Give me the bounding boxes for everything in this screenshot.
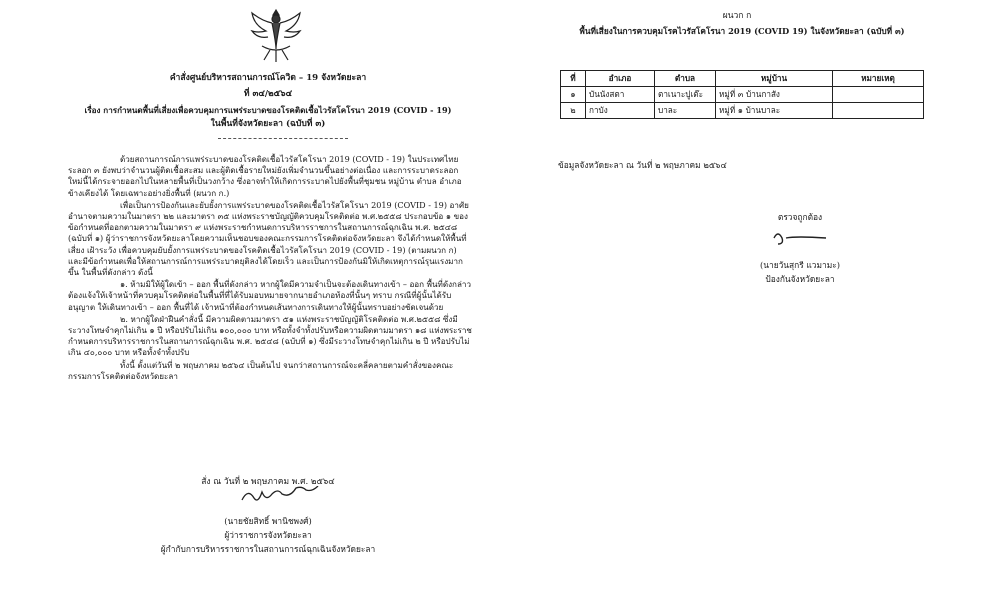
cell-village: หมู่ที่ ๓ บ้านกาสัง bbox=[716, 87, 833, 103]
table-row bbox=[561, 103, 924, 119]
verified-label: ตรวจถูกต้อง bbox=[777, 212, 823, 222]
signer-title-2: ผู้กำกับการบริหารราชการในสถานการณ์ฉุกเฉินจังหวัดยะลา bbox=[160, 544, 376, 554]
cell-remark bbox=[833, 103, 924, 119]
cell-remark bbox=[833, 87, 924, 103]
order-number: ที่ ๓๔/๒๕๖๔ bbox=[243, 89, 293, 99]
cell-no: ๑ bbox=[561, 87, 586, 103]
annex-title: พื้นที่เสี่ยงในการควบคุมโรคไวรัสโคโรนา 2019 (COVID 19) ในจังหวัดยะลา (ฉบับที่ ๓) bbox=[579, 26, 905, 36]
table-header-row bbox=[561, 71, 924, 87]
signed-date: สั่ง ณ วันที่ ๒ พฤษภาคม พ.ศ. ๒๕๖๔ bbox=[201, 477, 335, 487]
garuda-emblem-icon bbox=[248, 6, 304, 66]
verifier-name: (นายวันสุกรี แวมามะ) bbox=[760, 260, 840, 270]
signer-title-1: ผู้ว่าราชการจังหวัดยะลา bbox=[224, 530, 312, 540]
divider bbox=[218, 138, 348, 139]
cell-district: บันนังสตา bbox=[586, 87, 655, 103]
subject-line-1: เรื่อง การกำหนดพื้นที่เสี่ยงเพื่อควบคุมการแพร่ระบาดของโรคติดเชื้อไวรัสโคโรนา 2019 (COVID - 19) bbox=[84, 105, 452, 115]
risk-area-table bbox=[560, 70, 924, 119]
paragraph: ทั้งนี้ ตั้งแต่วันที่ ๒ พฤษภาคม ๒๕๖๔ เป็นต้นไป จนกว่าสถานการณ์จะคลี่คลายตามคำสั่งของคณะกรรมการโรคติดต่อจังหวัดยะลา bbox=[68, 359, 454, 381]
table-row bbox=[561, 87, 924, 103]
subject-line-2: ในพื้นที่จังหวัดยะลา (ฉบับที่ ๓) bbox=[210, 119, 326, 129]
col-village: หมู่บ้าน bbox=[716, 71, 833, 87]
cell-subdistrict: ตาเนาะปูเต๊ะ bbox=[655, 87, 716, 103]
cell-village: หมู่ที่ ๑ บ้านบาละ bbox=[716, 103, 833, 119]
order-body bbox=[68, 154, 472, 383]
paragraph: ๑. ห้ามมิให้ผู้ใดเข้า – ออก พื้นที่ดังกล่าว หากผู้ใดมีความจำเป็นจะต้องเดินทางเข้า – ออก พื้นที่ดังกล่าวต้องแจ้งให้เจ้าหน้าที่ควบคุมโรคติดต่อในพื้นที่ที่ได้รับมอบหมายจากนายอำเภอท้องที่นั้นๆ ทราบ กรณีที่ผู้นั้นได้รับอนุญาต ให้เดินทางเข้า – ออก พื้นที่ได้ เจ้าหน้าที่ต้องกำหนดเส้นทางการเดินทางให้ผู้นั้นทราบอย่างชัดเจนด้วย bbox=[68, 279, 472, 312]
paragraph: เพื่อเป็นการป้องกันและยับยั้งการแพร่ระบาดของโรคติดเชื้อไวรัสโคโรนา 2019 (COVID - 19) อาศัยอำนาจตามความในมาตรา ๒๒ และมาตรา ๓๕ แห่งพระราชบัญญัติควบคุมโรคติดต่อ พ.ศ.๒๕๕๘ ประกอบข้อ ๑ ของข้อกำหนดที่ออกตามความในมาตรา ๙ แห่งพระราชกำหนดการบริหารราชการในสถานการณ์ฉุกเฉิน พ.ศ. ๒๕๔๘ (ฉบับที่ ๑) ผู้ว่าราชการจังหวัดยะลาโดยความเห็นชอบของคณะกรรมการโรคติดต่อจังหวัดยะลา จึงได้กำหนดให้พื้นที่เสี่ยง เฝ้าระวัง เพื่อควบคุมยับยั้งการแพร่ระบาดของโรคติดเชื้อไวรัสโคโรนา 2019 (COVID - 19) (ตามผนวก ก) และมีข้อกำหนดเพื่อให้สถานการณ์การแพร่ระบาดยุติลงได้โดยเร็ว และเป็นการป้องกันมิให้เกิดเหตุการณ์รุนแรงมากขึ้น ในพื้นที่ดังกล่าว ดังนี้ bbox=[68, 199, 469, 278]
issuer-line: คำสั่งศูนย์บริหารสถานการณ์โควิด – 19 จังหวัดยะลา bbox=[169, 73, 367, 83]
verifier-title: ป้องกันจังหวัดยะลา bbox=[765, 274, 835, 284]
paragraph: ด้วยสถานการณ์การแพร่ระบาดของโรคติดเชื้อไวรัสโคโรนา 2019 (COVID - 19) ในประเทศไทย ระลอก ๓ ยังพบว่าจำนวนผู้ติดเชื้อสะสม และผู้ติดเชื้อรายใหม่ยังเพิ่มจำนวนขึ้นอย่างต่อเนื่อง และการระบาดระลอกใหม่นี้ได้กระจายออกไปในหลายพื้นที่เป็นวงกว้าง ซึ่งอาจทำให้เกิดการระบาดไปยังพื้นที่ชุมชน หมู่บ้าน ตำบล อำเภอข้างเคียงได้ โดยเฉพาะอย่างยิ่งพื้นที่ (ผนวก ก.) bbox=[68, 154, 462, 198]
order-page bbox=[58, 6, 478, 594]
cell-district: กาบัง bbox=[586, 103, 655, 119]
col-no: ที่ bbox=[561, 71, 586, 87]
col-district: อำเภอ bbox=[586, 71, 655, 87]
verifier-signature bbox=[770, 228, 832, 248]
signer-name: (นายชัยสิทธิ์ พานิชพงศ์) bbox=[224, 516, 312, 526]
col-subdistrict: ตำบล bbox=[655, 71, 716, 87]
data-note: ข้อมูลจังหวัดยะลา ณ วันที่ ๒ พฤษภาคม ๒๕๖๔ bbox=[558, 160, 727, 170]
col-remark: หมายเหตุ bbox=[833, 71, 924, 87]
cell-subdistrict: บาละ bbox=[655, 103, 716, 119]
governor-signature bbox=[238, 486, 322, 508]
annex-page bbox=[552, 6, 922, 306]
paragraph: ๒. หากผู้ใดฝ่าฝืนคำสั่งนี้ มีความผิดตามมาตรา ๕๑ แห่งพระราชบัญญัติโรคติดต่อ พ.ศ.๒๕๕๘ ซึ่งมีระวางโทษจำคุกไม่เกิน ๑ ปี หรือปรับไม่เกิน ๑๐๐,๐๐๐ บาท หรือทั้งจำทั้งปรับหรือความผิดตามมาตรา ๑๘ แห่งพระราชกำหนดการบริหารราชการในสถานการณ์ฉุกเฉิน พ.ศ. ๒๕๔๘ (ฉบับที่ ๑) ซึ่งมีระวางโทษจำคุกไม่เกิน ๒ ปี หรือปรับไม่เกิน ๔๐,๐๐๐ บาท หรือทั้งจำทั้งปรับ bbox=[68, 313, 472, 358]
annex-label: ผนวก ก bbox=[722, 11, 752, 21]
cell-no: ๒ bbox=[561, 103, 586, 119]
